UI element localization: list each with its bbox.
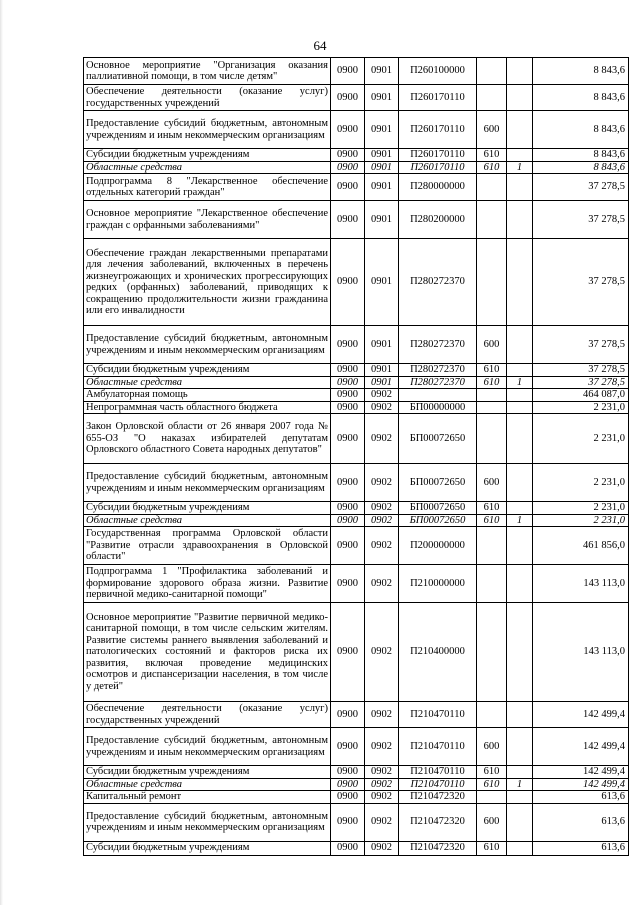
amount: 8 843,6 xyxy=(533,161,629,174)
funding-source-code xyxy=(507,603,533,702)
chapter-code: 0900 xyxy=(331,464,365,502)
funding-source-code xyxy=(507,201,533,239)
expense-type-code: 600 xyxy=(477,803,507,841)
funding-source-code: 1 xyxy=(507,514,533,527)
section-code: 0901 xyxy=(365,239,399,326)
table-body xyxy=(84,58,629,856)
item-name: Областные средства xyxy=(84,778,331,791)
expense-type-code: 610 xyxy=(477,149,507,162)
target-article-code: П210472320 xyxy=(399,803,477,841)
chapter-code: 0900 xyxy=(331,376,365,389)
funding-source-code xyxy=(507,239,533,326)
item-name: Областные средства xyxy=(84,161,331,174)
amount: 8 843,6 xyxy=(533,85,629,111)
item-name: Субсидии бюджетным учреждениям xyxy=(84,149,331,162)
item-name: Закон Орловской области от 26 января 2007 года № 655-ОЗ "О наказах избирателей депутатам Орловского областного Совета народных депутатов" xyxy=(84,414,331,464)
expense-type-code xyxy=(477,565,507,603)
chapter-code: 0900 xyxy=(331,239,365,326)
target-article-code: П280272370 xyxy=(399,239,477,326)
item-name: Капитальный ремонт xyxy=(84,791,331,804)
expense-type-code xyxy=(477,201,507,239)
item-name: Подпрограмма 1 "Профилактика заболеваний и формирование здорового образа жизни. Развитие первичной медико-санитарной помощи" xyxy=(84,565,331,603)
expense-type-code xyxy=(477,791,507,804)
expense-type-code: 610 xyxy=(477,841,507,855)
table-row xyxy=(84,239,629,326)
section-code: 0902 xyxy=(365,401,399,414)
target-article-code: П200000000 xyxy=(399,527,477,565)
funding-source-code xyxy=(507,841,533,855)
target-article-code: П210470110 xyxy=(399,766,477,779)
expense-type-code: 610 xyxy=(477,161,507,174)
chapter-code: 0900 xyxy=(331,149,365,162)
funding-source-code: 1 xyxy=(507,778,533,791)
table-row xyxy=(84,803,629,841)
section-code: 0901 xyxy=(365,376,399,389)
amount: 37 278,5 xyxy=(533,201,629,239)
expense-type-code: 610 xyxy=(477,502,507,515)
amount: 142 499,4 xyxy=(533,702,629,728)
table-row xyxy=(84,565,629,603)
amount: 8 843,6 xyxy=(533,111,629,149)
amount: 2 231,0 xyxy=(533,401,629,414)
chapter-code: 0900 xyxy=(331,401,365,414)
table-row xyxy=(84,464,629,502)
chapter-code: 0900 xyxy=(331,414,365,464)
table-row xyxy=(84,414,629,464)
item-name: Непрограммная часть областного бюджета xyxy=(84,401,331,414)
chapter-code: 0900 xyxy=(331,841,365,855)
item-name: Предоставление субсидий бюджетным, автономным учреждениям и иным некоммерческим организациям xyxy=(84,326,331,364)
amount: 8 843,6 xyxy=(533,58,629,85)
item-name: Обеспечение деятельности (оказание услуг) государственных учреждений xyxy=(84,702,331,728)
table-row xyxy=(84,85,629,111)
item-name: Основное мероприятие "Развитие первичной медико-санитарной помощи, в том числе сельским жителям. Развитие системы раннего выявления заболеваний и патологических состояний и факторов риска их развития, включая проведение медицинских осмотров и диспансеризации населения, в том числе у детей" xyxy=(84,603,331,702)
chapter-code: 0900 xyxy=(331,778,365,791)
table-row xyxy=(84,778,629,791)
target-article-code: П260170110 xyxy=(399,161,477,174)
chapter-code: 0900 xyxy=(331,803,365,841)
target-article-code: П260100000 xyxy=(399,58,477,85)
chapter-code: 0900 xyxy=(331,111,365,149)
expense-type-code xyxy=(477,85,507,111)
expense-type-code xyxy=(477,58,507,85)
section-code: 0902 xyxy=(365,527,399,565)
amount: 37 278,5 xyxy=(533,239,629,326)
table-row xyxy=(84,174,629,201)
table-row xyxy=(84,401,629,414)
expense-type-code xyxy=(477,603,507,702)
amount: 37 278,5 xyxy=(533,376,629,389)
chapter-code: 0900 xyxy=(331,174,365,201)
item-name: Государственная программа Орловской области "Развитие отрасли здравоохранения в Орловской области" xyxy=(84,527,331,565)
expense-type-code: 610 xyxy=(477,766,507,779)
section-code: 0902 xyxy=(365,702,399,728)
target-article-code: П260170110 xyxy=(399,149,477,162)
target-article-code: П210472320 xyxy=(399,791,477,804)
amount: 613,6 xyxy=(533,791,629,804)
funding-source-code xyxy=(507,702,533,728)
amount: 2 231,0 xyxy=(533,502,629,515)
section-code: 0902 xyxy=(365,766,399,779)
table-row xyxy=(84,376,629,389)
section-code: 0901 xyxy=(365,326,399,364)
item-name: Субсидии бюджетным учреждениям xyxy=(84,502,331,515)
expense-type-code xyxy=(477,414,507,464)
chapter-code: 0900 xyxy=(331,502,365,515)
funding-source-code xyxy=(507,401,533,414)
table-row xyxy=(84,389,629,402)
table-row xyxy=(84,111,629,149)
chapter-code: 0900 xyxy=(331,161,365,174)
expense-type-code: 600 xyxy=(477,464,507,502)
target-article-code: БП00072650 xyxy=(399,414,477,464)
target-article-code: П210472320 xyxy=(399,841,477,855)
table-row xyxy=(84,161,629,174)
table-row xyxy=(84,791,629,804)
scan-edge xyxy=(0,0,3,905)
section-code: 0902 xyxy=(365,803,399,841)
funding-source-code xyxy=(507,464,533,502)
table-row xyxy=(84,58,629,85)
table-row xyxy=(84,603,629,702)
chapter-code: 0900 xyxy=(331,527,365,565)
expense-type-code xyxy=(477,527,507,565)
funding-source-code xyxy=(507,803,533,841)
section-code: 0901 xyxy=(365,149,399,162)
item-name: Субсидии бюджетным учреждениям xyxy=(84,766,331,779)
expense-type-code: 610 xyxy=(477,778,507,791)
expense-type-code xyxy=(477,174,507,201)
expense-type-code: 610 xyxy=(477,364,507,377)
funding-source-code: 1 xyxy=(507,376,533,389)
chapter-code: 0900 xyxy=(331,766,365,779)
funding-source-code xyxy=(507,364,533,377)
target-article-code xyxy=(399,389,477,402)
expense-type-code: 600 xyxy=(477,111,507,149)
section-code: 0901 xyxy=(365,174,399,201)
target-article-code: П280000000 xyxy=(399,174,477,201)
section-code: 0901 xyxy=(365,201,399,239)
amount: 2 231,0 xyxy=(533,414,629,464)
funding-source-code xyxy=(507,58,533,85)
expense-type-code: 600 xyxy=(477,728,507,766)
amount: 613,6 xyxy=(533,803,629,841)
section-code: 0902 xyxy=(365,464,399,502)
chapter-code: 0900 xyxy=(331,791,365,804)
funding-source-code xyxy=(507,111,533,149)
target-article-code: П260170110 xyxy=(399,85,477,111)
target-article-code: П210000000 xyxy=(399,565,477,603)
chapter-code: 0900 xyxy=(331,58,365,85)
item-name: Обеспечение граждан лекарственными препаратами для лечения заболеваний, включенных в перечень жизнеугрожающих и хронических прогрессирующих редких (орфанных) заболеваний, приводящих к сокращению продолжительности жизни гражданина или его инвалидности xyxy=(84,239,331,326)
table-row xyxy=(84,527,629,565)
chapter-code: 0900 xyxy=(331,326,365,364)
section-code: 0901 xyxy=(365,85,399,111)
item-name: Амбулаторная помощь xyxy=(84,389,331,402)
funding-source-code xyxy=(507,85,533,111)
expense-type-code: 610 xyxy=(477,376,507,389)
funding-source-code xyxy=(507,728,533,766)
target-article-code: БП00072650 xyxy=(399,502,477,515)
section-code: 0902 xyxy=(365,791,399,804)
chapter-code: 0900 xyxy=(331,201,365,239)
chapter-code: 0900 xyxy=(331,389,365,402)
target-article-code: П210470110 xyxy=(399,728,477,766)
amount: 2 231,0 xyxy=(533,514,629,527)
target-article-code: П280272370 xyxy=(399,376,477,389)
section-code: 0902 xyxy=(365,728,399,766)
funding-source-code xyxy=(507,174,533,201)
expense-type-code: 610 xyxy=(477,514,507,527)
item-name: Обеспечение деятельности (оказание услуг) государственных учреждений xyxy=(84,85,331,111)
chapter-code: 0900 xyxy=(331,85,365,111)
item-name: Областные средства xyxy=(84,376,331,389)
chapter-code: 0900 xyxy=(331,364,365,377)
amount: 2 231,0 xyxy=(533,464,629,502)
table-row xyxy=(84,514,629,527)
funding-source-code: 1 xyxy=(507,161,533,174)
item-name: Субсидии бюджетным учреждениям xyxy=(84,841,331,855)
amount: 143 113,0 xyxy=(533,565,629,603)
section-code: 0901 xyxy=(365,161,399,174)
item-name: Областные средства xyxy=(84,514,331,527)
amount: 37 278,5 xyxy=(533,174,629,201)
target-article-code: П280272370 xyxy=(399,326,477,364)
section-code: 0902 xyxy=(365,778,399,791)
target-article-code: П210470110 xyxy=(399,778,477,791)
amount: 461 856,0 xyxy=(533,527,629,565)
item-name: Предоставление субсидий бюджетным, автономным учреждениям и иным некоммерческим организациям xyxy=(84,464,331,502)
chapter-code: 0900 xyxy=(331,565,365,603)
funding-source-code xyxy=(507,565,533,603)
table-row xyxy=(84,364,629,377)
target-article-code: БП00000000 xyxy=(399,401,477,414)
item-name: Предоставление субсидий бюджетным, автономным учреждениям и иным некоммерческим организациям xyxy=(84,803,331,841)
amount: 613,6 xyxy=(533,841,629,855)
amount: 142 499,4 xyxy=(533,766,629,779)
target-article-code: П280200000 xyxy=(399,201,477,239)
target-article-code: П260170110 xyxy=(399,111,477,149)
chapter-code: 0900 xyxy=(331,603,365,702)
amount: 37 278,5 xyxy=(533,326,629,364)
funding-source-code xyxy=(507,149,533,162)
item-name: Подпрограмма 8 "Лекарственное обеспечение отдельных категорий граждан" xyxy=(84,174,331,201)
funding-source-code xyxy=(507,389,533,402)
amount: 142 499,4 xyxy=(533,778,629,791)
section-code: 0902 xyxy=(365,841,399,855)
chapter-code: 0900 xyxy=(331,702,365,728)
funding-source-code xyxy=(507,766,533,779)
table-row xyxy=(84,326,629,364)
section-code: 0901 xyxy=(365,58,399,85)
target-article-code: П280272370 xyxy=(399,364,477,377)
section-code: 0902 xyxy=(365,514,399,527)
section-code: 0902 xyxy=(365,565,399,603)
expense-type-code xyxy=(477,401,507,414)
table-row xyxy=(84,841,629,855)
amount: 142 499,4 xyxy=(533,728,629,766)
item-name: Основное мероприятие "Организация оказания паллиативной помощи, в том числе детям" xyxy=(84,58,331,85)
target-article-code: БП00072650 xyxy=(399,464,477,502)
chapter-code: 0900 xyxy=(331,728,365,766)
funding-source-code xyxy=(507,502,533,515)
item-name: Основное мероприятие "Лекарственное обеспечение граждан с орфанными заболеваниями" xyxy=(84,201,331,239)
amount: 8 843,6 xyxy=(533,149,629,162)
table-row xyxy=(84,766,629,779)
chapter-code: 0900 xyxy=(331,514,365,527)
target-article-code: БП00072650 xyxy=(399,514,477,527)
budget-table xyxy=(83,57,629,856)
item-name: Субсидии бюджетным учреждениям xyxy=(84,364,331,377)
section-code: 0902 xyxy=(365,389,399,402)
table-row xyxy=(84,702,629,728)
amount: 37 278,5 xyxy=(533,364,629,377)
target-article-code: П210470110 xyxy=(399,702,477,728)
expense-type-code xyxy=(477,239,507,326)
amount: 143 113,0 xyxy=(533,603,629,702)
section-code: 0901 xyxy=(365,364,399,377)
funding-source-code xyxy=(507,527,533,565)
item-name: Предоставление субсидий бюджетным, автономным учреждениям и иным некоммерческим организациям xyxy=(84,728,331,766)
page-number: 64 xyxy=(313,38,327,53)
funding-source-code xyxy=(507,414,533,464)
section-code: 0902 xyxy=(365,603,399,702)
section-code: 0902 xyxy=(365,502,399,515)
table-row xyxy=(84,201,629,239)
item-name: Предоставление субсидий бюджетным, автономным учреждениям и иным некоммерческим организациям xyxy=(84,111,331,149)
amount: 464 087,0 xyxy=(533,389,629,402)
table-row xyxy=(84,728,629,766)
section-code: 0902 xyxy=(365,414,399,464)
funding-source-code xyxy=(507,791,533,804)
target-article-code: П210400000 xyxy=(399,603,477,702)
table-row xyxy=(84,502,629,515)
table-row xyxy=(84,149,629,162)
expense-type-code xyxy=(477,389,507,402)
expense-type-code xyxy=(477,702,507,728)
funding-source-code xyxy=(507,326,533,364)
section-code: 0901 xyxy=(365,111,399,149)
expense-type-code: 600 xyxy=(477,326,507,364)
